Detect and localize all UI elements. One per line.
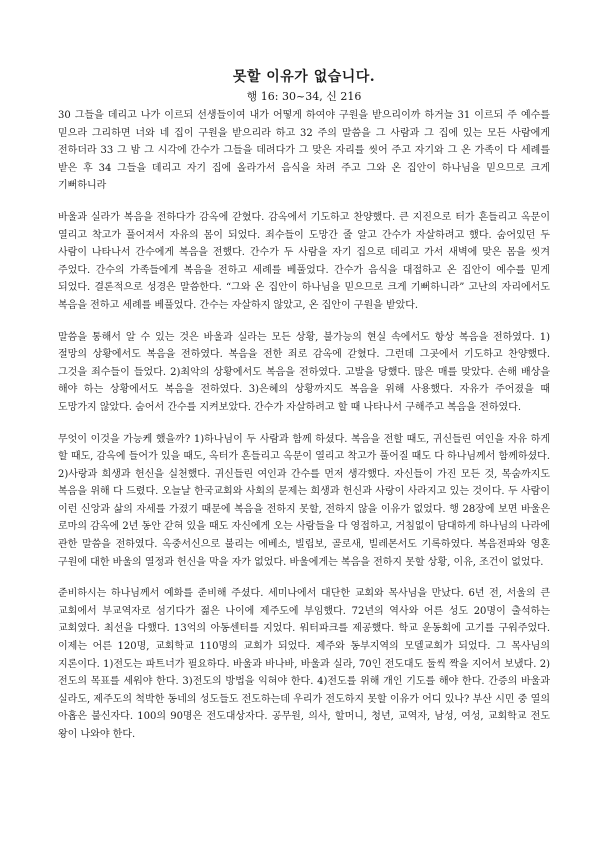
scripture-text: 30 그들을 데리고 나가 이르되 선생들이여 내가 어떻게 하여야 구원을 받으리이까 하거늘 31 이르되 주 예수를 믿으라 그리하면 너와 네 집이 구원을 받으리라 하고 32 주의 말씀을 그 사람과 그 집에 있는 모든 사람에게 전하더라 33 그 밤 그 시각에 간수가 그들을 데려다가 그 맞은 자리를 씻어 주고 자기와 그 온 가족이 다 세례를 받은 후 34 그들을 데리고 자기 집에 올라가서 음식을 차려 주고 그와 온 집안이 하나님을 믿으므로 크게 기뻐하니라: [58, 110, 550, 192]
paragraph-reasons: 무엇이 이것을 가능케 했을까? 1)하나님이 두 사람과 함께 하셨다. 복음을 전할 때도, 귀신들린 여인을 자유 하게 할 때도, 감옥에 들어가 있을 때도, 옥터가 흔들리고 옥문이 열리고 착고가 풀어질 때도 다 하나님께서 함께하셨다. 2)사랑과 희생과 헌신을 실천했다. 귀신들린 여인과 간수를 먼저 생각했다. 자신들이 가진 모든 것, 목숨까지도 복음을 위해 다 드렸다. 오늘날 한국교회와 사회의 문제는 희생과 헌신과 사랑이 사라지고 있는 것이다. 두 사람이 이런 신앙과 삶의 자세를 가졌기 때문에 복음을 전하지 못할, 전하지 않을 이유가 없었다. 행 28장에 보면 바울은 로마의 감옥에 2년 동안 갇혀 있을 때도 자신에게 오는 사람들을 다 영접하고, 거침없이 담대하게 하나님의 나라에 관한 말씀을 전하였다. 옥중서신으로 불리는 에베소, 빌립보, 골로새, 빌레몬서도 기록하였다. 복음전파와 영혼 구원에 대한 바울의 열정과 헌신을 막을 자가 없었다. 바울에게는 복음을 전하지 못할 상황, 이유, 조건이 없었다.: [58, 433, 550, 568]
paragraph-story: 바울과 실라가 복음을 전하다가 감옥에 갇혔다. 감옥에서 기도하고 찬양했다. 큰 지진으로 터가 흔들리고 옥문이 열리고 착고가 풀어져서 자유의 몸이 되었다. 죄수들이 도망간 줄 알고 간수가 자살하려고 했다. 숨어있던 두 사람이 나타나서 간수에게 복음을 전했다. 간수가 두 사람을 자기 집으로 데리고 가서 새벽에 맞은 몸을 씻겨 주었다. 간수의 가족들에게 복음을 전하고 세례를 베풀었다. 간수가 음식을 대접하고 온 집안이 예수를 믿게 되었다. 결론적으로 성경은 말씀한다. “그와 온 집안이 하나님을 믿으므로 크게 기뻐하니라” 고난의 자리에서도 복음을 전하고 세례를 베풀었다. 간수는 자살하지 않았고, 온 집안이 구원을 받았다.: [58, 211, 550, 311]
paragraph-illustration: 준비하시는 하나님께서 예화를 준비해 주셨다. 세미나에서 대단한 교회와 목사님을 만났다. 6년 전, 서울의 큰 교회에서 부교역자로 섬기다가 젊은 나이에 제주도에 부임했다. 72년의 역사와 어른 성도 20명이 출석하는 교회였다. 최선을 다했다. 13억의 아동센터를 지었다. 워터파크를 제공했다. 학교 운동회에 고기를 구워주었다. 이제는 어른 120명, 교회학교 110명의 교회가 되었다. 제주와 동부지역의 모델교회가 되었다. 그 목사님의 지론이다. 1)전도는 파트너가 필요하다. 바울과 바나바, 바울과 실라, 70인 전도대도 둘씩 짝을 지어서 보냈다. 2)전도의 목표를 세워야 한다. 3)전도의 방법을 익혀야 한다. 4)전도를 위해 개인 기도를 해야 한다. 간증의 바울과 실라도, 제주도의 척박한 동네의 성도들도 전도하는데 우리가 전도하지 못할 이유가 어디 있나? 부산 시민 중 열의 아홉은 불신자다. 100의 90명은 전도대상자다. 공무원, 의사, 할머니, 청년, 교역자, 남성, 여성, 교회학교 전도 왕이 나와야 한다.: [58, 588, 550, 740]
document-page: [58, 66, 550, 758]
scripture-reference: 행 16: 30~34, 신 216: [246, 90, 362, 103]
page-title: 못할 이유가 없습니다.: [232, 69, 376, 85]
paragraph-lessons: 말씀을 통해서 알 수 있는 것은 바울과 실라는 모든 상황, 불가능의 현실 속에서도 항상 복음을 전하였다. 1)절망의 상황에서도 복음을 전하였다. 복음을 전한 죄로 감옥에 갇혔다. 그런데 그곳에서 기도하고 찬양했다. 그것을 죄수들이 들었다. 2)최악의 상황에서도 복음을 전하였다. 고발을 당했다. 많은 매를 맞았다. 손해 배상을 해야 하는 상황에서도 복음을 전하였다. 3)은혜의 상황까지도 복음을 위해 사용했다. 자유가 주어졌을 때 도망가지 않았다. 숨어서 간수를 지켜보았다. 간수가 자살하려고 할 때 나타나서 구해주고 복음을 전하였다.: [58, 331, 550, 413]
